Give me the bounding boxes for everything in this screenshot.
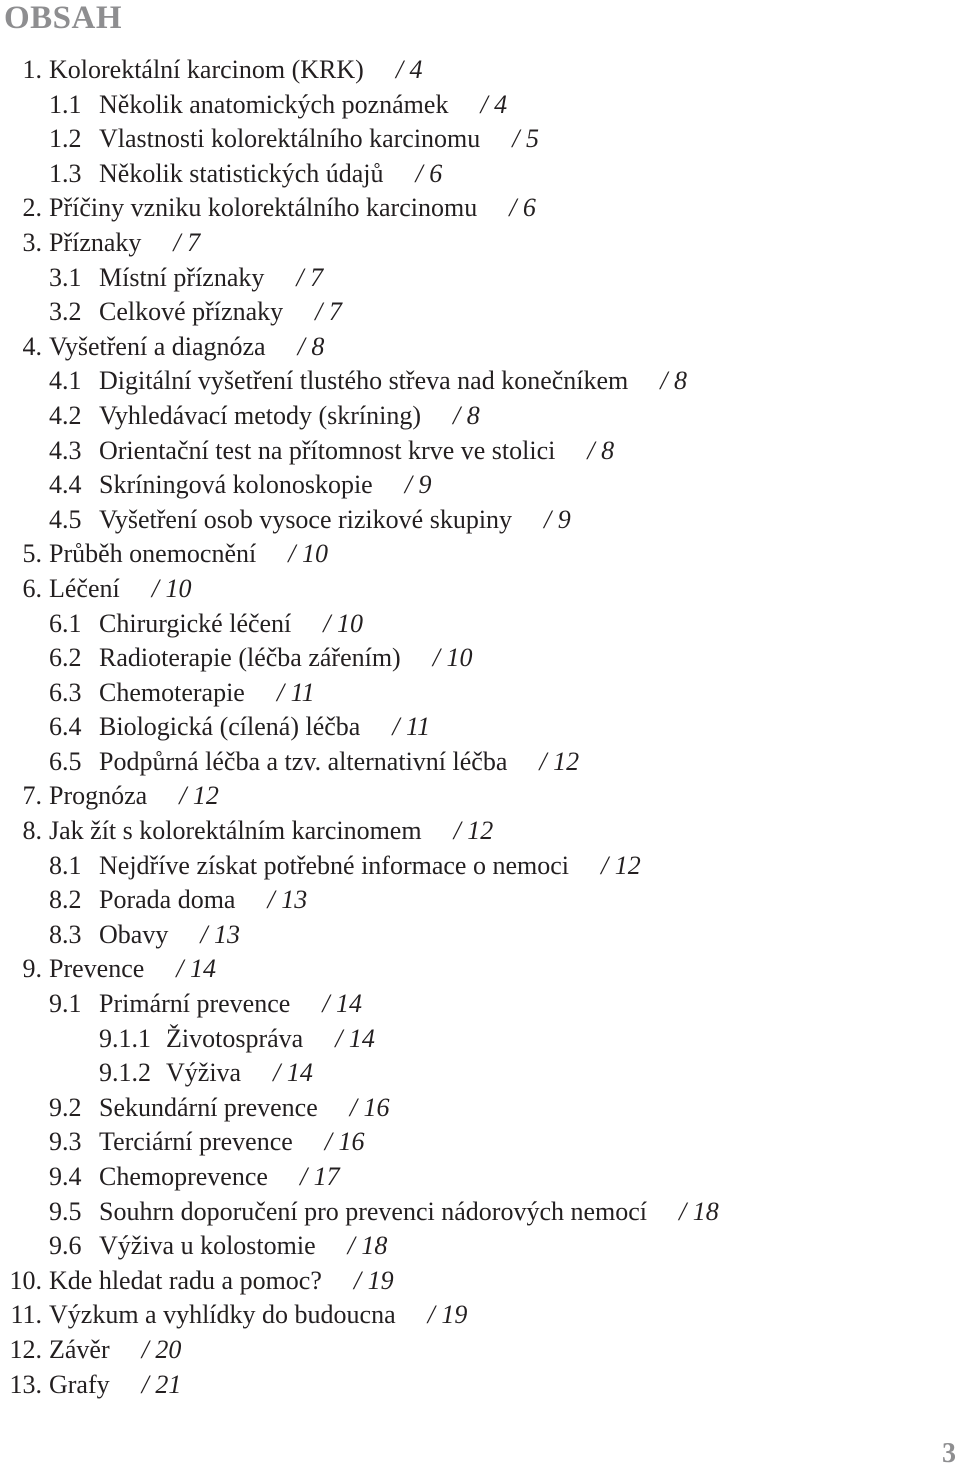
toc-entry-text-wrap	[49, 1368, 181, 1403]
toc-entry-number: 6.5	[49, 746, 82, 776]
toc-entry-text-wrap	[99, 88, 507, 123]
toc-entry-title: Jak žít s kolorektálním karcinomem	[49, 816, 422, 846]
toc-entry-title: Příčiny vzniku kolorektálního karcinomu	[49, 193, 478, 223]
toc-entry-page: / 8	[660, 366, 687, 396]
toc-entry-text-wrap	[49, 952, 216, 987]
toc-entry-title: Výživa	[166, 1058, 242, 1088]
toc-entry-number: 12.	[9, 1334, 42, 1364]
toc-entry-page: / 6	[415, 158, 443, 188]
toc-entry-page: / 9	[544, 504, 571, 534]
toc-entry-number: 9.6	[49, 1231, 82, 1261]
toc-entry-title: Kde hledat radu a pomoc?	[49, 1265, 322, 1295]
toc-entry-number: 13.	[9, 1369, 42, 1399]
toc-entry-title: Životospráva	[166, 1023, 304, 1053]
toc-entry-number: 9.2	[49, 1092, 82, 1122]
toc-entry-page: / 8	[453, 400, 480, 430]
toc-entry-page: / 10	[151, 573, 192, 603]
toc-entry-text-wrap	[99, 434, 614, 469]
toc-entry-page: / 13	[267, 885, 308, 915]
toc-entry-title: Několik anatomických poznámek	[99, 89, 449, 119]
toc-entry-title: Primární prevence	[99, 989, 291, 1019]
toc-entry-page: / 8	[587, 435, 615, 465]
toc-entry-page: / 4	[480, 89, 508, 119]
toc-entry-page: / 17	[299, 1162, 340, 1191]
toc-entry-text-wrap	[99, 745, 579, 780]
toc-entry-text-wrap	[99, 676, 315, 711]
toc-entry-page: / 7	[173, 227, 201, 257]
toc-entry-number: 3.2	[49, 297, 82, 327]
toc-entry-number: 4.2	[49, 400, 82, 430]
toc-entry-title: Sekundární prevence	[99, 1092, 318, 1122]
toc-entry-text-wrap	[49, 537, 328, 572]
toc-entry-text-wrap	[99, 1195, 719, 1230]
toc-entry-text-wrap	[49, 779, 219, 814]
toc-entry-text-wrap	[99, 1160, 340, 1195]
toc-entry-title: Několik statistických údajů	[99, 158, 384, 188]
toc-entry-number: 6.	[22, 573, 42, 603]
toc-entry-number: 8.2	[49, 885, 82, 915]
toc-entry-text-wrap	[49, 814, 493, 849]
toc-entry-text-wrap	[99, 987, 362, 1022]
toc-entry-page: / 11	[392, 712, 431, 742]
toc-entry-number: 4.3	[49, 435, 82, 465]
toc-entry-page: / 21	[141, 1369, 182, 1399]
toc-entry-page: / 13	[200, 919, 241, 949]
toc-entry-number: 9.3	[49, 1127, 82, 1157]
page-title: OBSAH	[4, 0, 123, 36]
toc-entry-title: Místní příznaky	[99, 262, 265, 292]
page-number: 3	[942, 1438, 956, 1469]
toc-entry-number: 9.1.2	[99, 1058, 151, 1088]
toc-entry-title: Nejdříve získat potřebné informace o nemoci	[99, 850, 569, 880]
toc-entry-page: / 19	[427, 1300, 468, 1330]
toc-entry-number: 8.1	[49, 850, 82, 880]
toc-entry-text-wrap	[99, 157, 442, 192]
toc-entry-page: / 18	[679, 1196, 719, 1226]
toc-entry-text-wrap	[166, 1022, 375, 1057]
toc-entry-text-wrap	[49, 1333, 181, 1368]
toc-entry-page: / 12	[539, 746, 580, 776]
toc-entry-page: / 12	[179, 781, 219, 811]
toc-entry-number: 9.5	[49, 1196, 82, 1226]
toc-entry-page: / 16	[324, 1127, 365, 1157]
toc-entry-text-wrap	[99, 918, 240, 953]
toc-entry-title: Terciární prevence	[99, 1127, 293, 1157]
toc-entry-title: Výzkum a vyhlídky do budoucna	[49, 1300, 396, 1330]
toc-entry-title: Závěr	[49, 1334, 110, 1364]
toc-entry-text-wrap	[49, 53, 423, 88]
toc-entry-title: Prognóza	[49, 781, 148, 811]
toc-entry-text-wrap	[49, 1298, 467, 1333]
toc-entry-number: 5.	[22, 539, 42, 569]
toc-entry-number: 4.1	[49, 366, 82, 396]
toc-entry-title: Vyšetření osob vysoce rizikové skupiny	[99, 504, 513, 534]
toc-entry-title: Chemoterapie	[99, 677, 245, 707]
toc-entry-text-wrap	[99, 1091, 389, 1126]
toc-entry-page: / 14	[273, 1058, 313, 1088]
toc-entry-page: / 14	[322, 989, 363, 1019]
toc-entry-page: / 10	[288, 539, 328, 569]
toc-entry-title: Radioterapie (léčba zářením)	[99, 643, 401, 673]
toc-entry-text-wrap	[99, 641, 472, 676]
toc-entry-title: Skríningová kolonoskopie	[99, 470, 373, 500]
toc-entry-text-wrap	[99, 849, 641, 884]
toc-entry-number: 1.	[22, 55, 42, 84]
toc-entry-page: / 4	[395, 55, 423, 84]
toc-entry-number: 7.	[22, 781, 42, 811]
toc-entry-title: Celkové příznaky	[99, 297, 284, 327]
toc-entry-text-wrap	[49, 226, 200, 261]
toc-entry-number: 1.3	[49, 158, 82, 188]
toc-entry-number: 6.3	[49, 677, 82, 707]
toc-entry-number: 1.2	[49, 124, 82, 154]
toc-entry-number: 6.1	[49, 608, 82, 638]
toc-entry-page: / 6	[509, 193, 536, 223]
toc-entry-title: Digitální vyšetření tlustého střeva nad konečníkem	[99, 366, 629, 396]
toc-entry-number: 9.1	[49, 989, 82, 1019]
toc-entry-title: Průběh onemocnění	[49, 539, 257, 569]
toc-entry-title: Vyhledávací metody (skríning)	[99, 400, 422, 430]
toc-entry-number: 6.2	[49, 643, 82, 673]
toc-entry-text-wrap	[49, 191, 536, 226]
toc-entry-number: 4.5	[49, 504, 82, 534]
toc-entry-page: / 7	[315, 297, 342, 327]
toc-entry-text-wrap	[166, 1056, 313, 1091]
toc-entry-page: / 14	[176, 954, 217, 984]
toc-entry-page: / 11	[276, 677, 315, 707]
toc-entry-title: Léčení	[49, 573, 120, 603]
toc-entry-text-wrap	[99, 607, 363, 642]
toc-entry-text-wrap	[99, 1229, 387, 1264]
toc-entry-text-wrap	[99, 399, 480, 434]
toc-entry-text-wrap	[99, 122, 539, 157]
toc-entry-number: 4.	[22, 331, 42, 361]
toc-entry-text-wrap	[49, 330, 324, 365]
toc-entry-page: / 9	[404, 470, 432, 500]
toc-entry-title: Biologická (cílená) léčba	[99, 712, 361, 742]
toc-entry-title: Podpůrná léčba a tzv. alternativní léčba	[99, 746, 508, 776]
toc-entry-number: 9.1.1	[99, 1023, 151, 1053]
toc-entry-page: / 19	[353, 1265, 394, 1295]
toc-entry-number: 8.	[22, 816, 42, 846]
toc-entry-number: 8.3	[49, 919, 82, 949]
toc-entry-page: / 16	[349, 1092, 390, 1122]
toc-entry-number: 9.4	[49, 1162, 82, 1191]
toc-entry-title: Orientační test na přítomnost krve ve stolici	[99, 435, 556, 465]
toc-entry-number: 6.4	[49, 712, 82, 742]
toc-entry-title: Výživa u kolostomie	[99, 1231, 316, 1261]
toc-entry-number: 2.	[22, 193, 42, 223]
toc-entry-text-wrap	[99, 883, 307, 918]
toc-entry-page: / 7	[296, 262, 324, 292]
toc-entry-title: Souhrn doporučení pro prevenci nádorových nemocí	[99, 1196, 648, 1226]
toc-entry-page: / 10	[323, 608, 364, 638]
toc-entry-number: 11.	[10, 1300, 42, 1330]
toc-entry-text-wrap	[49, 572, 191, 607]
toc-entry-title: Kolorektální karcinom (KRK)	[49, 55, 364, 84]
toc-entry-page: / 5	[512, 124, 539, 154]
toc-entry-text-wrap	[49, 1264, 394, 1299]
toc-entry-number: 3.	[22, 227, 42, 257]
toc-entry-text-wrap	[99, 468, 431, 503]
toc-entry-page: / 12	[600, 850, 641, 880]
toc-entry-title: Chemoprevence	[99, 1162, 268, 1191]
toc-entry-text-wrap	[99, 710, 430, 745]
toc-entry-title: Příznaky	[49, 227, 142, 257]
toc-entry-number: 4.4	[49, 470, 82, 500]
toc-entry-title: Porada doma	[99, 885, 236, 915]
toc-entry-page: / 20	[141, 1334, 182, 1364]
toc-entry-number: 10.	[9, 1265, 42, 1295]
toc-entry-page: / 18	[347, 1231, 388, 1261]
toc-entry-number: 9.	[22, 954, 42, 984]
toc-entry-title: Vlastnosti kolorektálního karcinomu	[99, 124, 481, 154]
toc-entry-page: / 14	[335, 1023, 375, 1053]
toc-entry-text-wrap	[99, 295, 342, 330]
toc-entry-text-wrap	[99, 261, 323, 296]
toc-entry-page: / 12	[453, 816, 494, 846]
toc-entry-number: 1.1	[49, 89, 82, 119]
toc-entry-title: Prevence	[49, 954, 145, 984]
toc-entry-text-wrap	[99, 1125, 365, 1160]
toc-entry-title: Vyšetření a diagnóza	[49, 331, 266, 361]
toc-entry-text-wrap	[99, 503, 571, 538]
toc-entry-page: / 10	[432, 643, 473, 673]
toc-entry-page: / 8	[297, 331, 325, 361]
toc-entry-title: Chirurgické léčení	[99, 608, 292, 638]
toc-entry-title: Grafy	[49, 1369, 110, 1399]
toc-entry-title: Obavy	[99, 919, 169, 949]
toc-entry-number: 3.1	[49, 262, 82, 292]
toc-entry-text-wrap	[99, 364, 687, 399]
